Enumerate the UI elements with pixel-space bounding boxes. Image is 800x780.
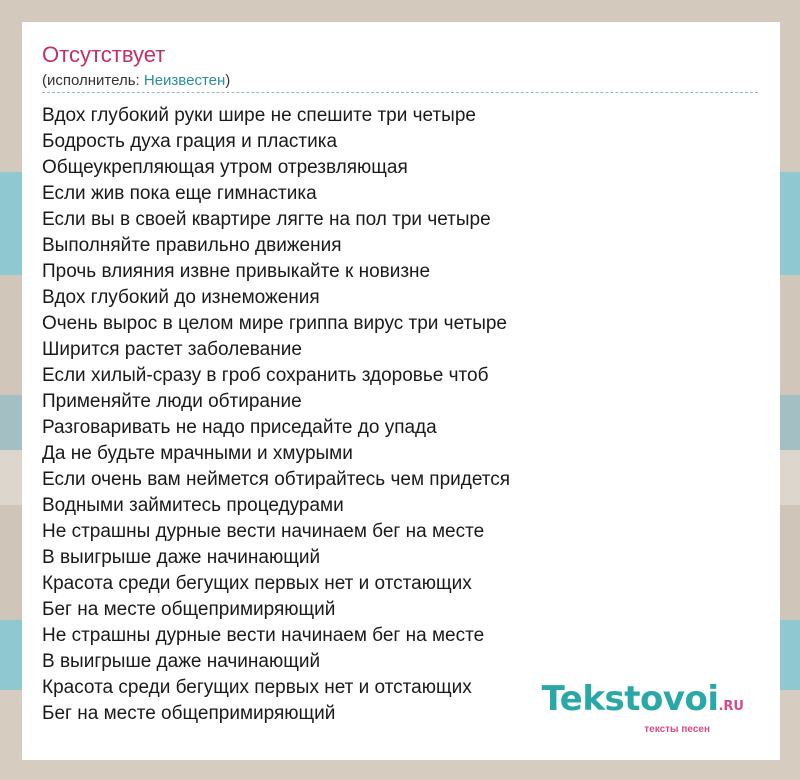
lyric-line: Ширится растет заболевание xyxy=(42,339,302,360)
song-title: Отсутствует xyxy=(42,42,166,67)
lyric-line: Если жив пока еще гимнастика xyxy=(42,183,317,204)
lyric-line: Красота среди бегущих первых нет и отстающих xyxy=(42,677,472,698)
lyric-line: Не страшны дурные вести начинаем бег на месте xyxy=(42,521,485,542)
lyric-line: Прочь влияния извне привыкайте к новизне xyxy=(42,261,431,282)
lyric-line: Красота среди бегущих первых нет и отстающих xyxy=(42,573,472,594)
lyric-line: Если хилый-сразу в гроб сохранить здоровье чтоб xyxy=(42,365,489,386)
logo-wordmark xyxy=(541,679,744,724)
lyric-line: Вдох глубокий до изнеможения xyxy=(42,287,320,308)
lyric-line: Если вы в своей квартире лягте на пол три четыре xyxy=(42,209,491,230)
lyric-line: Очень вырос в целом мире гриппа вирус три четыре xyxy=(42,313,507,334)
lyric-line: Бодрость духа грация и пластика xyxy=(42,131,338,152)
lyrics-block xyxy=(42,103,760,727)
lyric-line: Водными займитесь процедурами xyxy=(42,495,344,516)
lyric-line: Применяйте люди обтирание xyxy=(42,391,302,412)
lyric-line: Не страшны дурные вести начинаем бег на месте xyxy=(42,625,485,646)
lyric-line: Вдох глубокий руки шире не спешите три четыре xyxy=(42,105,476,126)
lyric-line: В выигрыше даже начинающий xyxy=(42,547,321,568)
lyric-line: Бег на месте общепримиряющий xyxy=(42,703,336,724)
lyrics-card xyxy=(22,22,780,760)
artist-suffix: ) xyxy=(225,72,231,89)
lyric-line: Если очень вам неймется обтирайтесь чем придется xyxy=(42,469,511,490)
artist-prefix: (исполнитель: xyxy=(42,72,144,89)
logo-subtitle: тексты песен xyxy=(644,724,710,735)
lyric-line: Общеукрепляющая утром отрезвляющая xyxy=(42,157,408,178)
artist-line xyxy=(42,72,758,93)
site-logo[interactable] xyxy=(541,679,744,736)
lyric-line: Да не будьте мрачными и хмурыми xyxy=(42,443,353,464)
lyric-line: Бег на месте общепримиряющий xyxy=(42,599,336,620)
logo-main-text: Tekstovoi xyxy=(541,679,719,719)
lyric-line: В выигрыше даже начинающий xyxy=(42,651,321,672)
logo-suffix: .RU xyxy=(718,699,744,714)
lyric-line: Разговаривать не надо приседайте до упада xyxy=(42,417,437,438)
artist-link[interactable]: Неизвестен xyxy=(143,72,226,89)
lyric-line: Выполняйте правильно движения xyxy=(42,235,342,256)
